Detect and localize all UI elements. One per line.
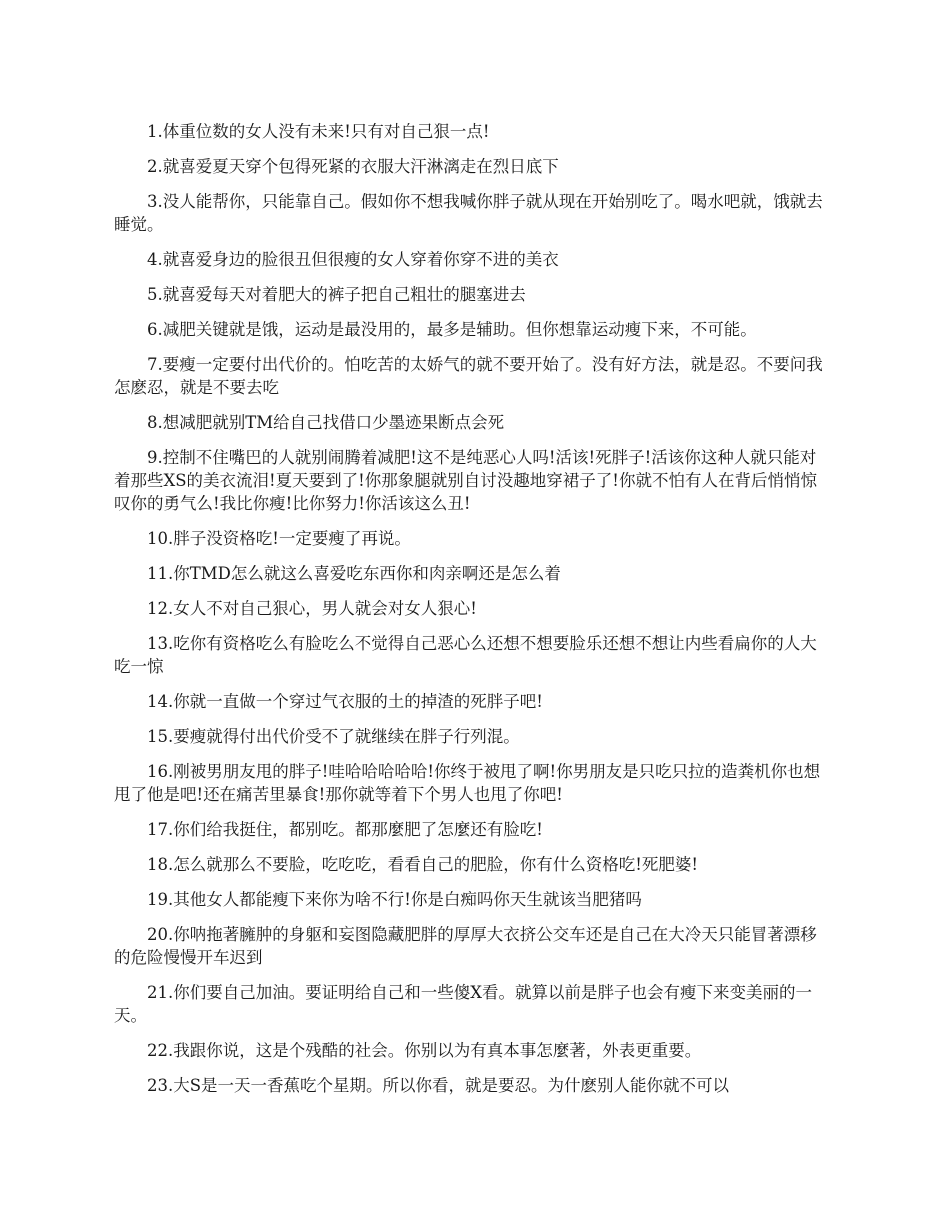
paragraph-12: 12.女人不对自己狠心，男人就会对女人狠心! [147,599,477,618]
paragraph-5: 5.就喜爱每天对着肥大的裤子把自己粗壮的腿塞进去 [147,285,526,304]
paragraph-2: 2.就喜爱夏天穿个包得死紧的衣服大汗淋漓走在烈日底下 [147,157,559,176]
paragraph-20: 20.你呐拖著臃肿的身躯和妄图隐藏肥胖的厚厚大衣挤公交车还是自己在大冷天只能冒著漂移的危险慢慢开车迟到 [114,925,817,967]
paragraph-23: 23.大S是一天一香蕉吃个星期。所以你看，就是要忍。为什麽别人能你就不可以 [147,1076,730,1095]
paragraph-17: 17.你们给我挺住，都别吃。都那麼肥了怎麼还有脸吃! [147,820,543,839]
paragraph-1: 1.体重位数的女人没有未来!只有对自己狠一点! [147,122,490,141]
paragraph-19: 19.其他女人都能瘦下来你为啥不行!你是白痴吗你天生就该当肥猪吗 [147,890,642,909]
paragraph-14: 14.你就一直做一个穿过气衣服的土的掉渣的死胖子吧! [147,692,543,711]
paragraph-22: 22.我跟你说，这是个残酷的社会。你别以为有真本事怎麼著，外表更重要。 [147,1041,702,1060]
paragraph-15: 15.要瘦就得付出代价受不了就继续在胖子行列混。 [147,727,520,746]
paragraph-16: 16.刚被男朋友甩的胖子!哇哈哈哈哈哈!你终于被甩了啊!你男朋友是只吃只拉的造粪机你也想甩了他是吧!还在痛苦里暴食!那你就等着下个男人也甩了你吧! [114,762,821,804]
paragraph-4: 4.就喜爱身边的脸很丑但很瘦的女人穿着你穿不进的美衣 [147,250,559,269]
document-body [114,120,830,1109]
paragraph-3: 3.没人能帮你，只能靠自己。假如你不想我喊你胖子就从现在开始别吃了。喝水吧就，饿就去睡觉。 [114,192,823,234]
paragraph-11: 11.你TMD怎么就这么喜爱吃东西你和肉亲啊还是怎么着 [147,564,561,583]
paragraph-7: 7.要瘦一定要付出代价的。怕吃苦的太娇气的就不要开始了。没有好方法，就是忍。不要问我怎麽忍，就是不要去吃 [114,355,823,397]
paragraph-8: 8.想减肥就别TM给自己找借口少墨迹果断点会死 [147,413,505,432]
paragraph-10: 10.胖子没资格吃!一定要瘦了再说。 [147,529,411,548]
paragraph-18: 18.怎么就那么不要脸，吃吃吃，看看自己的肥脸，你有什么资格吃!死肥婆! [147,855,699,874]
paragraph-9: 9.控制不住嘴巴的人就别闹腾着减肥!这不是纯恶心人吗!活该!死胖子!活该你这种人就只能对着那些XS的美衣流泪!夏天要到了!你那象腿就别自讨没趣地穿裙子了!你就不怕有人在背后悄悄惊叹你的勇气么!我比你瘦!比你努力!你活该这么丑! [114,448,817,513]
paragraph-6: 6.减肥关键就是饿，运动是最没用的，最多是辅助。但你想靠运动瘦下来，不可能。 [147,320,757,339]
paragraph-21: 21.你们要自己加油。要证明给自己和一些傻X看。就算以前是胖子也会有瘦下来变美丽的一天。 [114,983,812,1025]
paragraph-13: 13.吃你有资格吃么有脸吃么不觉得自己恶心么还想不想要脸乐还想不想让内些看扁你的人大吃一惊 [114,634,817,676]
